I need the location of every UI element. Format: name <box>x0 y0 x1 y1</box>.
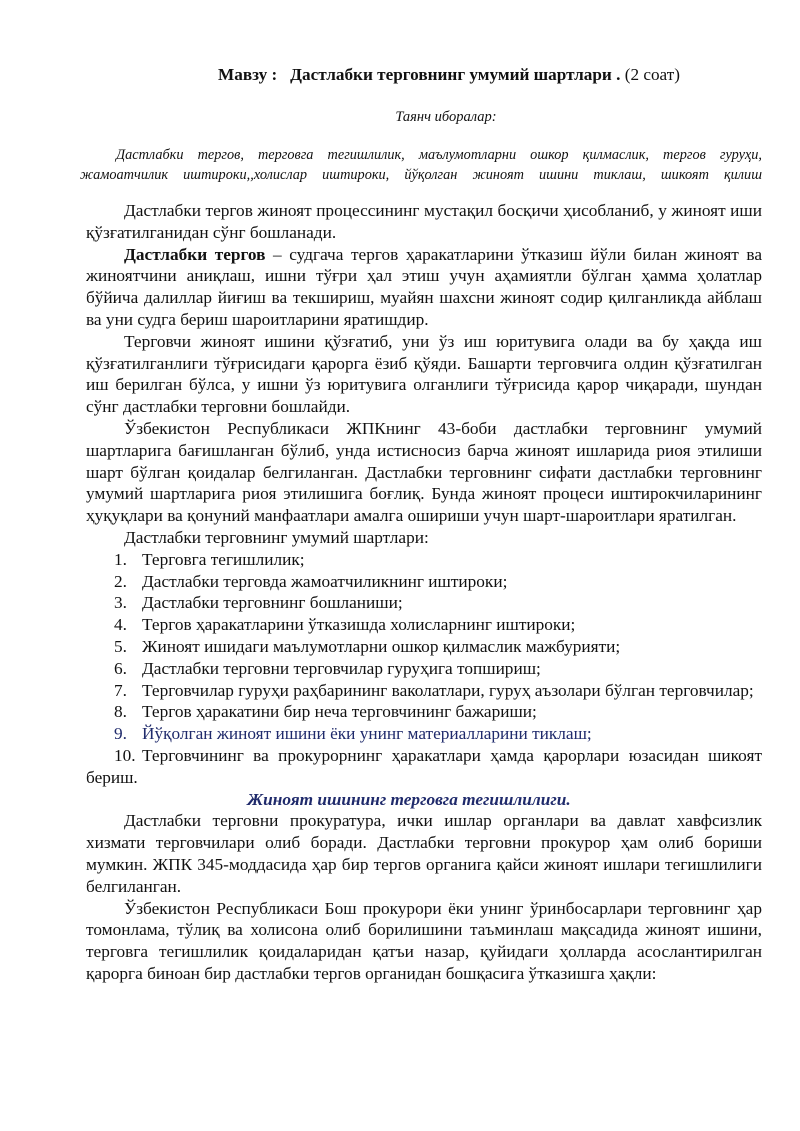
document-body <box>86 200 762 985</box>
list-item-text: Тергов ҳаракатини бир неча терговчининг бажариши; <box>142 702 537 722</box>
list-item-text: Терговчилар гуруҳи раҳбарининг ваколатлари, гуруҳ аъзолари бўлган терговчилар; <box>142 680 754 700</box>
keywords-line-1: Дастлабки тергов, терговга тегишлилик, маълумотларни ошкор қилмаслик, тергов гуруҳи, <box>116 147 762 163</box>
paragraph-investigator: Терговчи жиноят ишини қўзғатиб, уни ўз иш юритувига олади ва бу ҳақда иш қўзғатилганлиги тўғрисидаги қарорга ёзиб қўяди. Башарти терговчига олдин қўзғатилган иш берилган бўлса, у ишни ўз юритувига олганлиги тўғрисида қарор чиқаради, шундан сўнг дастлабки терговни бошлайди. <box>86 331 762 417</box>
paragraph-conditions-intro: Дастлабки терговнинг умумий шартлари: <box>124 527 429 547</box>
list-item-text: Дастлабки терговда жамоатчиликнинг иштироки; <box>142 571 508 591</box>
topic-prefix: Мавзу : <box>218 65 278 84</box>
document-page <box>76 0 762 1131</box>
list-item-text: Жиноят ишидаги маълумотларни ошкор қилмаслик мажбурияти; <box>142 636 621 656</box>
list-item-number: 8. <box>114 702 127 722</box>
list-item-number: 3. <box>114 593 127 613</box>
section-heading: Жиноят ишининг терговга тегишлилиги. <box>247 789 571 809</box>
definition-text: – судгача тергов ҳаракатларини ўтказиш йўли билан жиноят ва жиноятчини аниқлаш, ишни тўғри ҳал этиш учун аҳамиятли бўлган ҳамма ҳолатлар бўйича далиллар йиғиш ва текшириш, муайян шахсни жиноят содир қилганликда айблаш ва уни судга бериш шароитларини яратишдир. <box>86 244 762 329</box>
list-item-number: 5. <box>114 636 127 656</box>
list-item-text: Дастлабки терговнинг бошланиши; <box>142 593 403 613</box>
list-item-number: 2. <box>114 571 127 591</box>
keywords-line-2: жамоатчилик иштироки,,холислар иштироки, йўқолган жиноят ишини тиклаш, шикоят қилиш <box>80 167 762 183</box>
conditions-list <box>86 549 762 789</box>
list-item-text: Терговга тегишлилик; <box>142 549 305 569</box>
list-item <box>86 571 762 593</box>
list-item <box>86 592 762 614</box>
list-item-number: 6. <box>114 658 127 678</box>
list-item <box>86 745 762 789</box>
topic-line <box>76 64 762 86</box>
paragraph-definition <box>86 244 762 331</box>
paragraph-jurisdiction: Дастлабки терговни прокуратура, ички ишлар органлари ва давлат хавфсизлик хизмати терговчилари олиб боради. Дастлабки терговни прокурор ҳам олиб бориши мумкин. ЖПК 345-моддасида ҳар бир тергов органига қайси жиноят ишлари тегишлилиги белгиланган. <box>86 811 762 896</box>
list-item <box>86 614 762 636</box>
keywords-heading: Таянч иборалар: <box>395 109 497 125</box>
paragraph-code-chapter: Ўзбекистон Республикаси ЖПКнинг 43-боби дастлабки терговнинг умумий шартларига бағишланган бўлиб, унда истисносиз барча жиноят ишларида риоя этилиши шарт бўлган қоидалар белгиланган. Дастлабки терговнинг сифати дастлабки терговнинг умумий шартларига риоя этилишига боғлиқ. Бунда жиноят процеси иштирокчиларининг ҳуқуқлари ва қонуний манфаатлари амалга ошириши учун шарт-шароитлари яратилган. <box>86 418 762 526</box>
list-item <box>86 658 762 680</box>
list-item-text: Йўқолган жиноят ишини ёки унинг материалларини тиклаш; <box>142 724 592 744</box>
list-item <box>86 549 762 571</box>
list-item <box>86 680 762 702</box>
list-item-number: 10. <box>114 745 136 765</box>
topic-hours: (2 соат) <box>624 65 680 84</box>
definition-term: Дастлабки тергов <box>124 244 266 264</box>
list-item-number: 1. <box>114 549 127 569</box>
list-item-text: Терговчининг ва прокурорнинг ҳаракатлари ҳамда қарорлари юзасидан шикоят бериш. <box>86 745 762 787</box>
list-item-text: Дастлабки терговни терговчилар гуруҳига топшириш; <box>142 658 541 678</box>
paragraph-intro: Дастлабки тергов жиноят процессининг мустақил босқичи ҳисобланиб, у жиноят иши қўзғатилганидан сўнг бошланади. <box>86 201 762 242</box>
keywords-text <box>76 145 762 185</box>
list-item-text: Тергов ҳаракатларини ўтказишда холисларнинг иштироки; <box>142 615 576 635</box>
list-item-number: 9. <box>114 724 127 744</box>
topic-title: Дастлабки терговнинг умумий шартлари . <box>290 65 621 84</box>
list-item-number: 4. <box>114 615 127 635</box>
list-item <box>86 701 762 723</box>
paragraph-prosecutor-general: Ўзбекистон Республикаси Бош прокурори ёки унинг ўринбосарлари терговнинг ҳар томонлама, тўлиқ ва холисона олиб борилишини таъминлаш мақсадида жиноят ишини, терговга тегишлилик қоидаларидан қатъи назар, қуйидаги ҳолларда асослантирилган қарорга биноан бир дастлабки тергов органидан бошқасига ўтказишга ҳақли: <box>86 898 762 983</box>
list-item-highlighted <box>86 723 762 745</box>
list-item <box>86 636 762 658</box>
list-item-number: 7. <box>114 680 127 700</box>
